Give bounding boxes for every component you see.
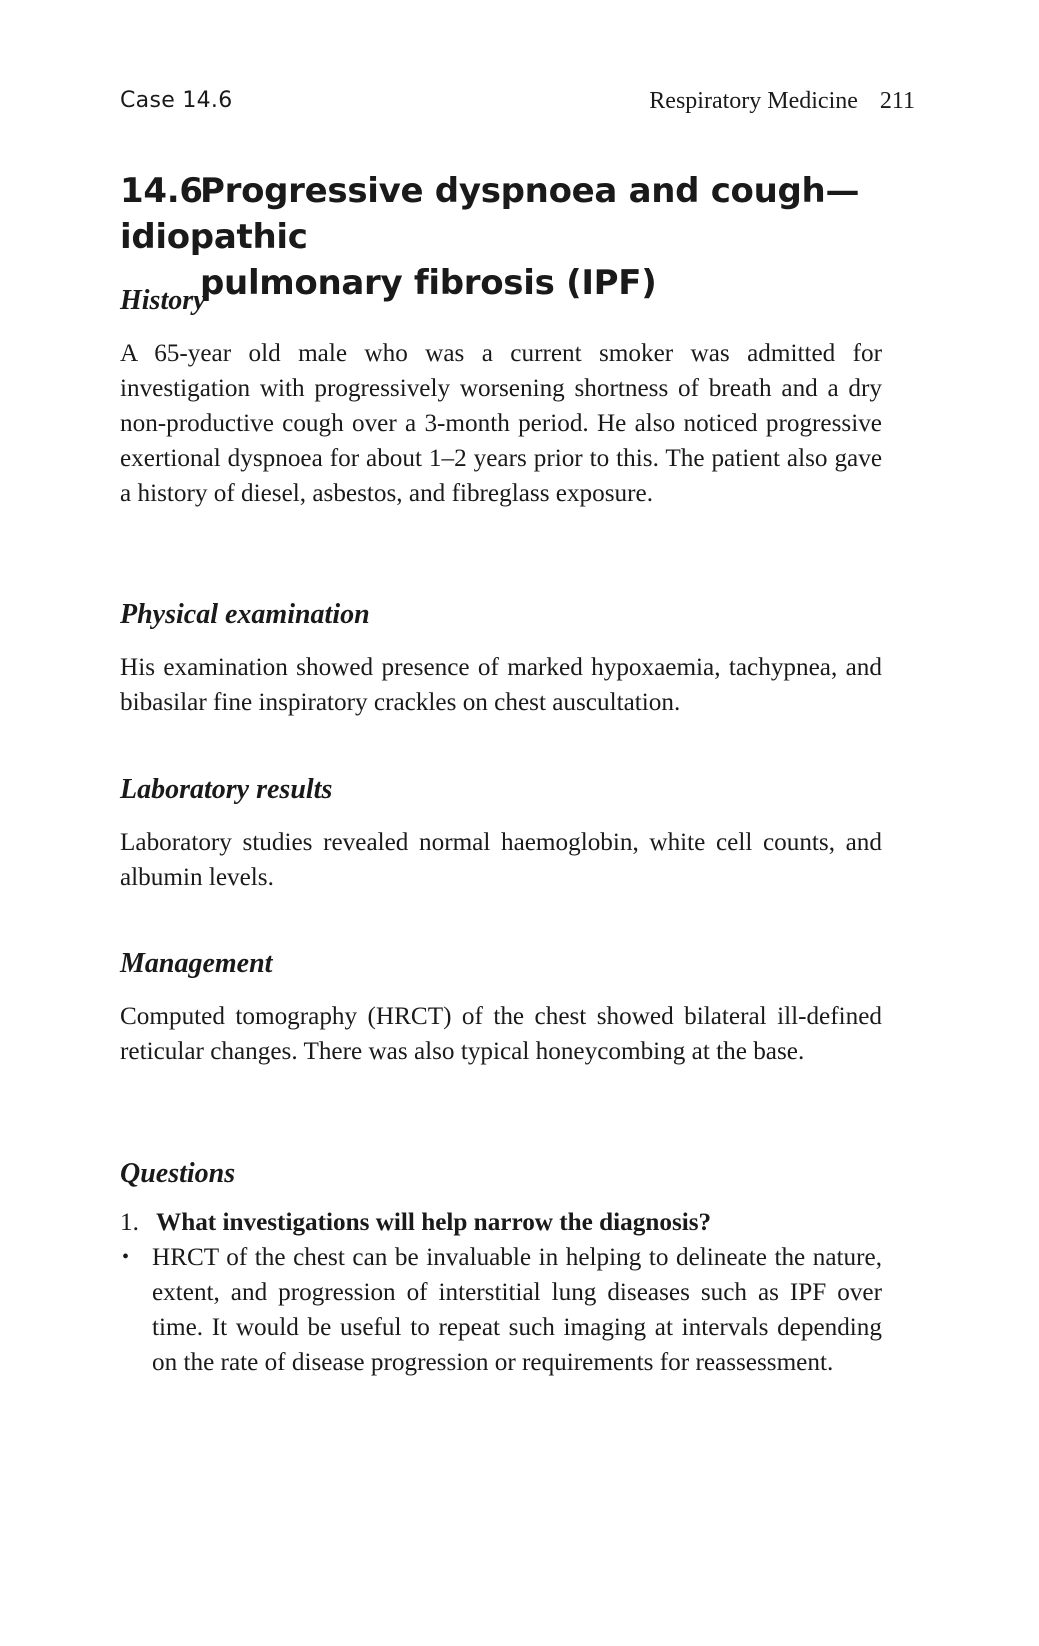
case-title-line-1: Progressive dyspnoea and cough—idiopathic — [120, 171, 860, 257]
running-head-chapter-title: Respiratory Medicine — [649, 88, 858, 114]
section-heading-history: History — [120, 285, 206, 316]
case-title-line-2: pulmonary fibrosis (IPF) — [200, 263, 657, 303]
section-laboratory-results — [120, 773, 882, 895]
section-history — [120, 284, 882, 511]
section-heading-questions: Questions — [120, 1158, 236, 1189]
answer-bullet-item — [120, 1240, 882, 1380]
section-body-physical-examination: His examination showed presence of marked hypoxaemia, tachypnea, and bibasilar fine inspiratory crackles on chest auscultation. — [120, 654, 882, 716]
bullet-icon: • — [122, 1246, 130, 1268]
section-body-laboratory-results: Laboratory studies revealed normal haemoglobin, white cell counts, and albumin levels. — [120, 829, 882, 891]
answer-text: HRCT of the chest can be invaluable in helping to delineate the nature, extent, and progression of interstitial lung diseases such as IPF over time. It would be useful to repeat such imaging at intervals depending on the rate of disease progression or requirements for reassessment. — [152, 1244, 882, 1376]
case-number: 14.6 — [120, 171, 203, 211]
running-head-case-label: Case 14.6 — [120, 88, 233, 113]
question-number: 1. — [120, 1209, 139, 1236]
running-head-right — [649, 88, 915, 115]
running-head — [120, 88, 915, 128]
section-physical-examination — [120, 598, 882, 720]
section-questions — [120, 1157, 882, 1380]
question-item — [120, 1205, 882, 1240]
section-heading-physical-examination: Physical examination — [120, 599, 370, 630]
section-body-history: A 65-year old male who was a current smoker was admitted for investigation with progressively worsening shortness of breath and a dry non-productive cough over a 3-month period. He also noticed progressive exertional dyspnoea for about 1–2 years prior to this. The patient also gave a history of diesel, asbestos, and fibreglass exposure. — [120, 340, 882, 507]
question-text: What investigations will help narrow the diagnosis? — [156, 1209, 712, 1236]
section-heading-laboratory-results: Laboratory results — [120, 774, 333, 805]
section-body-management: Computed tomography (HRCT) of the chest showed bilateral ill-defined reticular changes. There was also typical honeycombing at the base. — [120, 1003, 882, 1065]
section-heading-management: Management — [120, 948, 273, 979]
section-management — [120, 947, 882, 1069]
page-number: 211 — [879, 88, 915, 114]
